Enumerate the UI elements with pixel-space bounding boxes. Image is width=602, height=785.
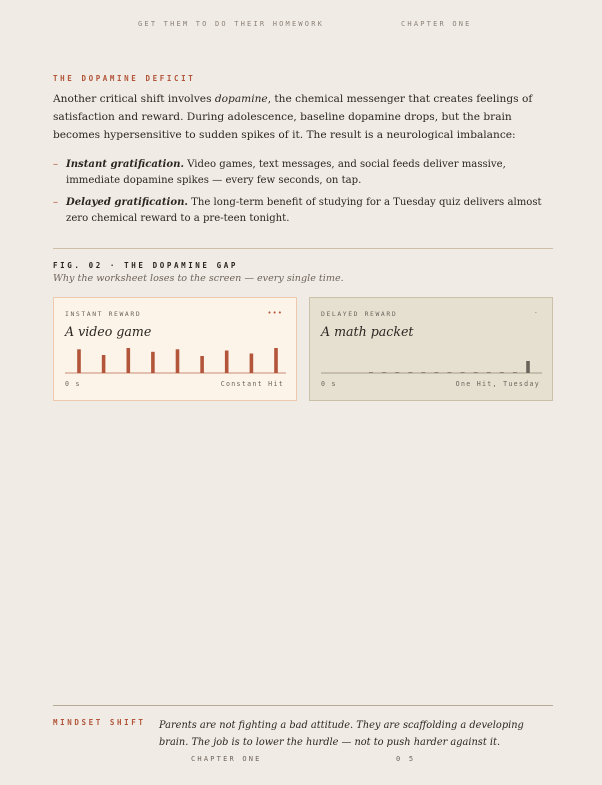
chart-bar — [421, 372, 425, 373]
delayed-reward-dots: · — [533, 309, 539, 317]
bullet-delayed-gratification — [53, 195, 553, 227]
instant-reward-label: INSTANT REWARD — [65, 310, 142, 318]
chart-bar — [200, 356, 204, 373]
delayed-reward-card — [309, 297, 553, 401]
running-head-chapter: CHAPTER ONE — [401, 20, 472, 28]
footer-chapter: CHAPTER ONE — [191, 755, 262, 763]
bullet-text: The long-term benefit of studying for a Tuesday quiz delivers almost zero chemical reward to a pre-teen tonight. — [66, 197, 542, 224]
bullet-dash: – — [53, 197, 59, 208]
instant-reward-title: A video game — [65, 324, 152, 339]
figure-caption: Why the worksheet loses to the screen — every single time. — [53, 273, 344, 284]
instant-reward-card — [53, 297, 297, 401]
chart-bar — [382, 372, 386, 373]
chart-bar — [102, 355, 106, 373]
bullet-lead: Instant gratification. — [66, 159, 184, 170]
chart-bar — [127, 348, 131, 373]
mindset-label: MINDSET SHIFT — [53, 718, 146, 727]
instant-reward-axis-end: Constant Hit — [220, 380, 284, 388]
bullet-list — [53, 157, 553, 233]
chart-bar — [274, 348, 278, 373]
chart-bar — [487, 372, 491, 373]
divider-rule — [53, 248, 553, 249]
chart-bar — [250, 354, 254, 374]
divider-rule-bottom — [53, 705, 553, 706]
running-head-book-title: GET THEM TO DO THEIR HOMEWORK — [138, 20, 325, 28]
section-heading: THE DOPAMINE DEFICIT — [53, 74, 196, 83]
mindset-quote: Parents are not fighting a bad attitude. They are scaffolding a developing brain. The job is to lower the hurdle — not to push harder against it. — [159, 720, 524, 748]
chart-bar — [500, 372, 504, 373]
chart-bar — [513, 372, 517, 373]
running-head — [0, 20, 602, 32]
chart-bar — [176, 349, 180, 373]
instant-reward-axis-start: 0 s — [65, 380, 81, 388]
chart-bar — [461, 372, 465, 373]
delayed-reward-label: DELAYED REWARD — [321, 310, 398, 318]
chart-bar — [526, 361, 530, 373]
delayed-reward-title: A math packet — [321, 324, 414, 339]
intro-text-end: , the chemical messenger that creates feelings of satisfaction and reward. During adolescence, baseline dopamine drops, but the brain becomes hypersensitive to sudden spikes of it. The result is a neurological imbalance: — [53, 93, 533, 141]
chart-bar — [225, 351, 229, 374]
chart-bar — [408, 372, 412, 373]
bullet-text: Video games, text messages, and social feeds deliver massive, immediate dopamine spikes — every few seconds, on tap. — [66, 159, 506, 186]
delayed-reward-axis-end: One Hit, Tuesday — [455, 380, 540, 388]
chart-bar — [448, 372, 452, 373]
chart-bar — [369, 372, 373, 373]
bullet-lead: Delayed gratification. — [66, 197, 188, 208]
intro-paragraph — [53, 90, 553, 144]
chart-bar — [151, 352, 155, 373]
chart-bar — [77, 349, 81, 373]
bullet-dash: – — [53, 159, 59, 170]
intro-emphasis: dopamine — [214, 93, 268, 105]
figure-label: FIG. 02 · THE DOPAMINE GAP — [53, 261, 238, 270]
page-footer — [0, 755, 602, 767]
chart-bar — [434, 372, 438, 373]
chart-bar — [395, 372, 399, 373]
intro-text-start: Another critical shift involves — [53, 93, 215, 105]
instant-reward-dots: ••• — [267, 309, 283, 317]
page-number: 0 5 — [396, 755, 416, 763]
bullet-instant-gratification — [53, 157, 553, 189]
delayed-reward-axis-start: 0 s — [321, 380, 337, 388]
chart-bar — [474, 372, 478, 373]
